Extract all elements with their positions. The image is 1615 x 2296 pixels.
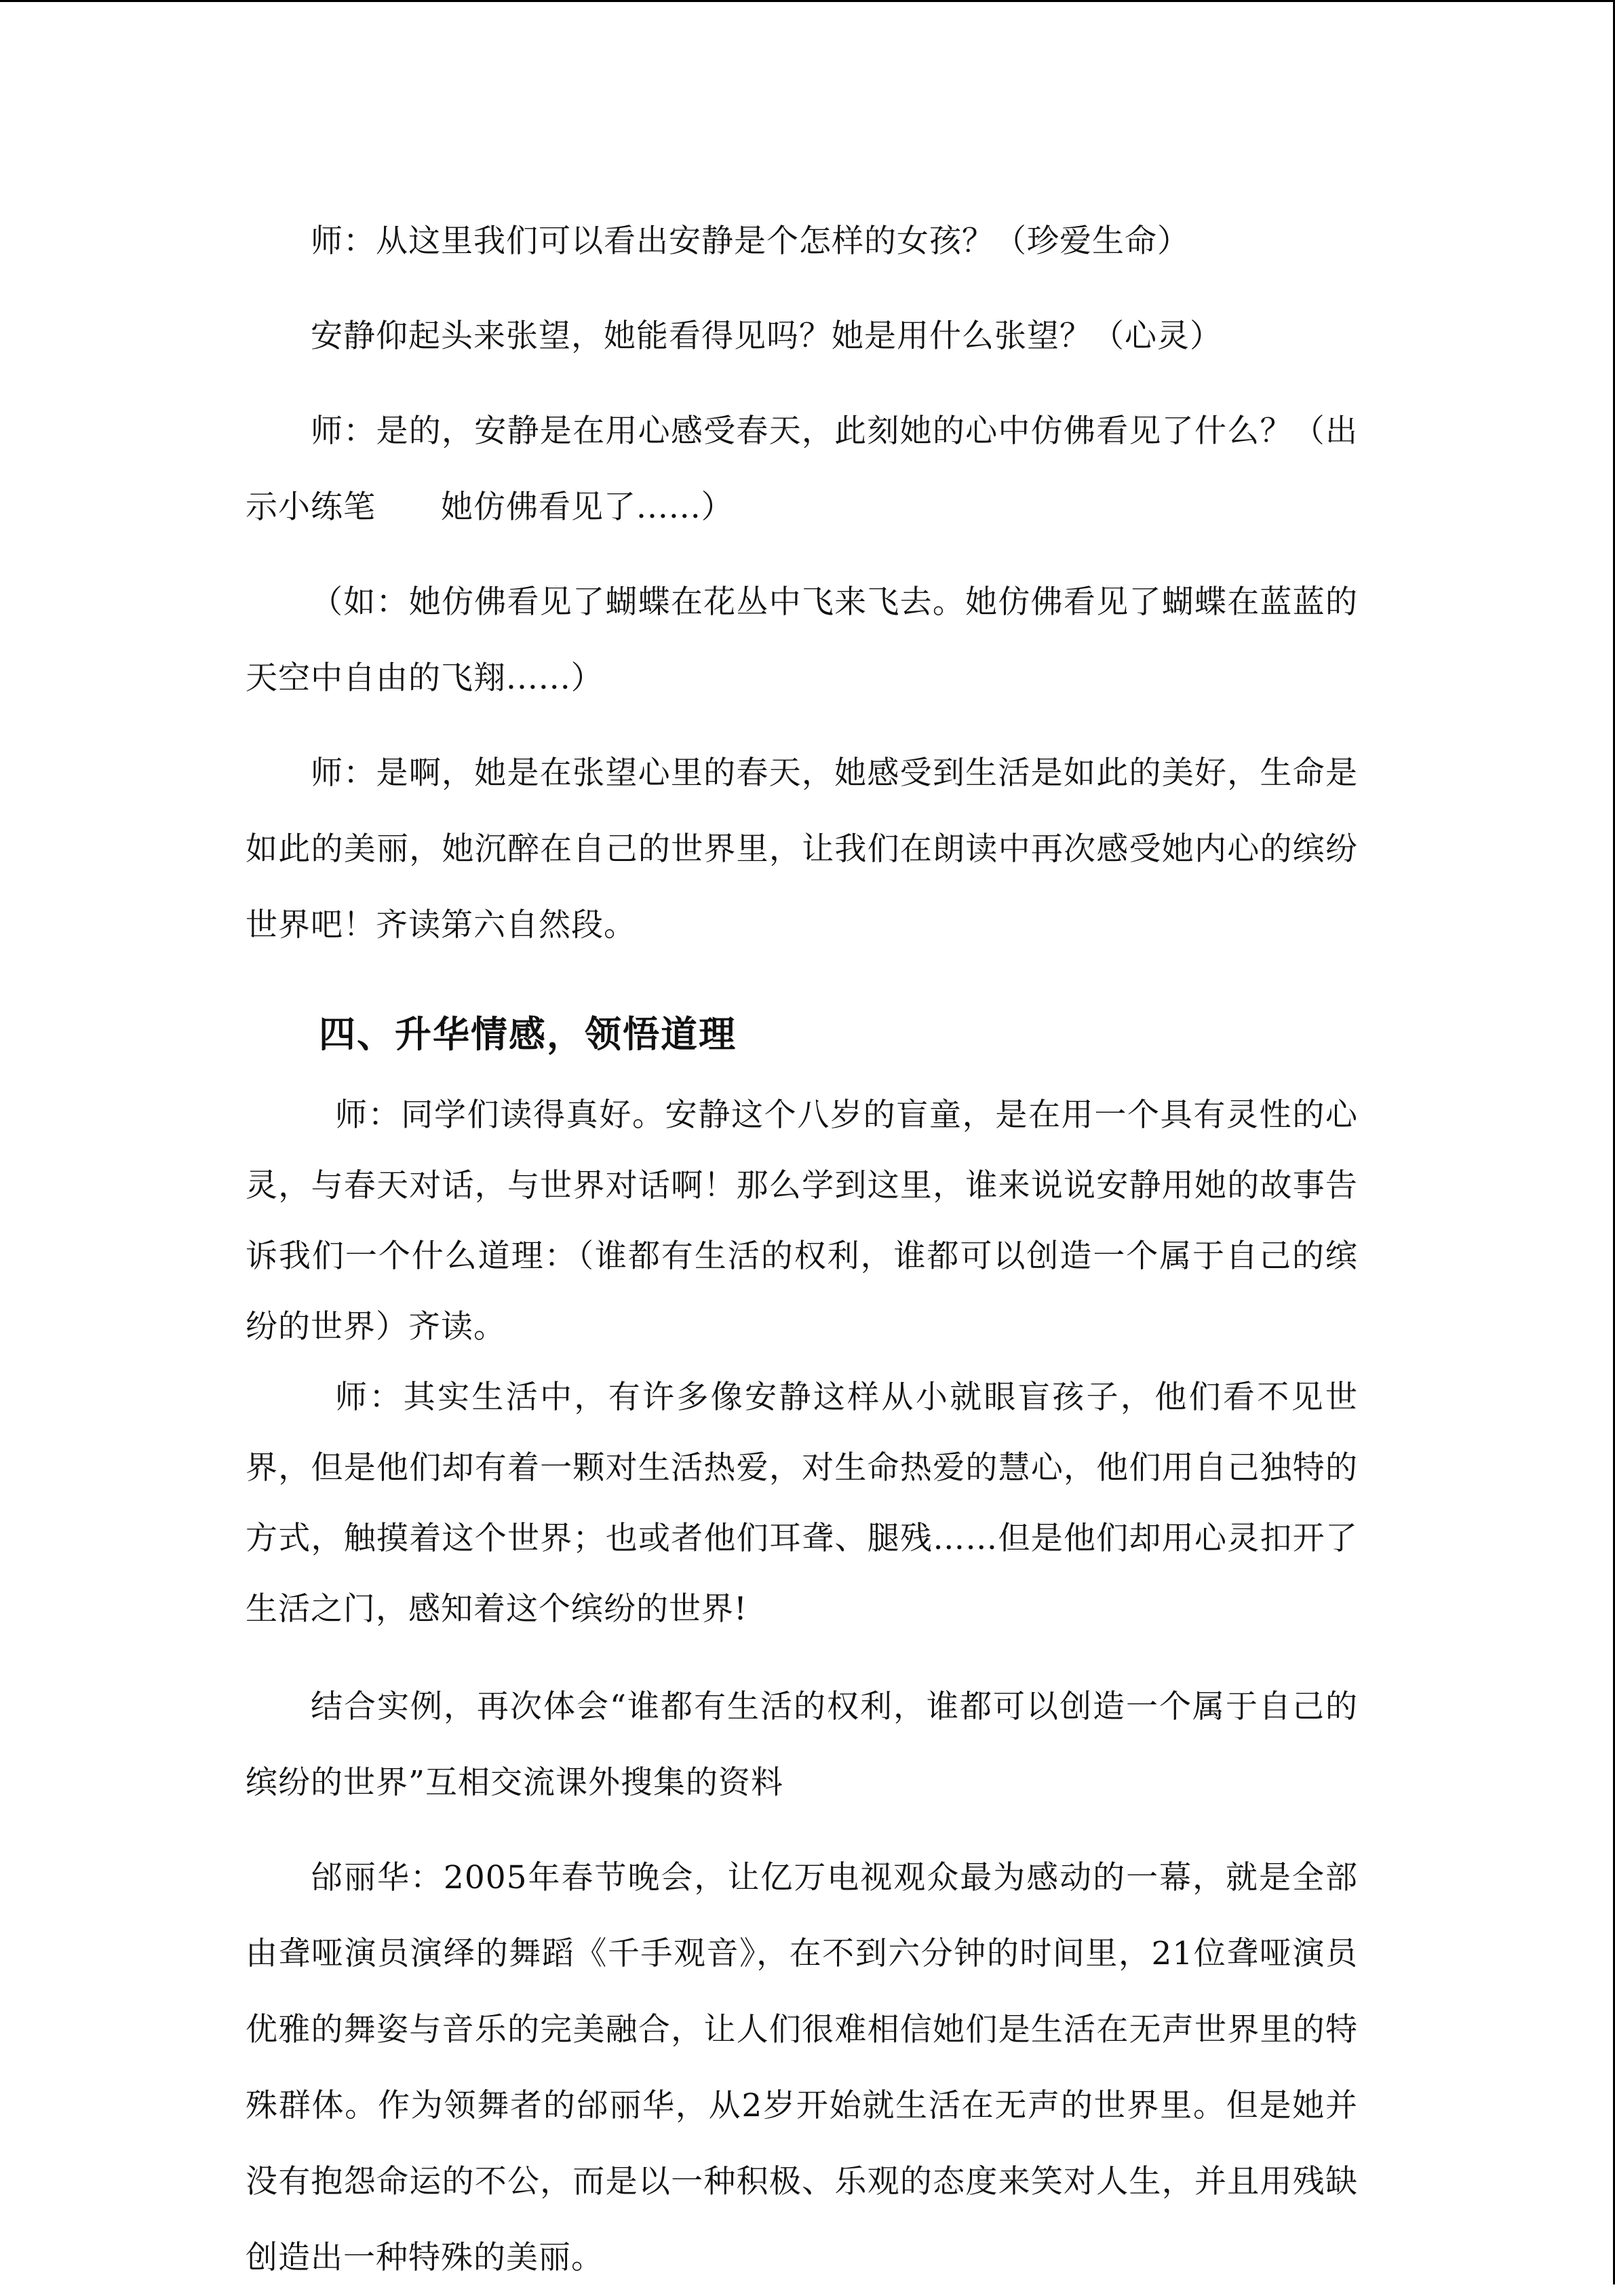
paragraph-1: 师：从这里我们可以看出安静是个怎样的女孩？（珍爱生命）: [311, 223, 1190, 260]
paragraph-9: 邰丽华：2005年春节晚会，让亿万电视观众最为感动的一幕，就是全部由聋哑演员演绎的舞蹈《千手观音》，在不到六分钟的时间里，21位聋哑演员优雅的舞姿与音乐的完美融合，让人们很难相信她们是生活在无声世界里的特殊群体。作为领舞者的邰丽华，从2岁开始就生活在无声的世界里。但是她并没有抱怨命运的不公，而是以一种积极、乐观的态度来笑对人生，并且用残缺创造出一种特殊的美丽。: [246, 1859, 1358, 2276]
paragraph-4: （如：她仿佛看见了蝴蝶在花丛中飞来飞去。她仿佛看见了蝴蝶在蓝蓝的天空中自由的飞翔......）: [246, 583, 1358, 697]
section-heading: 四、升华情感，领悟道理: [319, 1012, 737, 1056]
paragraph-3: 师：是的，安静是在用心感受春天，此刻她的心中仿佛看见了什么？（出示小练笔 她仿佛看见了......）: [246, 413, 1358, 526]
page-border-top: [0, 0, 1615, 2]
paragraph-7: 师：其实生活中，有许多像安静这样从小就眼盲孩子，他们看不见世界，但是他们却有着一颗对生活热爱，对生命热爱的慧心，他们用自己独特的方式，触摸着这个世界；也或者他们耳聋、腿残……但是他们却用心灵扣开了生活之门，感知着这个缤纷的世界!: [246, 1379, 1358, 1628]
paragraph-8: 结合实例，再次体会“谁都有生活的权利，谁都可以创造一个属于自己的缤纷的世界”互相交流课外搜集的资料: [246, 1688, 1358, 1801]
paragraph-6: 师：同学们读得真好。安静这个八岁的盲童，是在用一个具有灵性的心灵，与春天对话，与世界对话啊！那么学到这里，谁来说说安静用她的故事告诉我们一个什么道理：（谁都有生活的权利，谁都可以创造一个属于自己的缤纷的世界）齐读。: [246, 1096, 1358, 1345]
paragraph-5: 师：是啊，她是在张望心里的春天，她感受到生活是如此的美好，生命是如此的美丽，她沉醉在自己的世界里，让我们在朗读中再次感受她内心的缤纷世界吧！齐读第六自然段。: [246, 754, 1358, 944]
document-body: [246, 204, 1358, 2296]
paragraph-2: 安静仰起头来张望，她能看得见吗？她是用什么张望？（心灵）: [311, 318, 1222, 355]
